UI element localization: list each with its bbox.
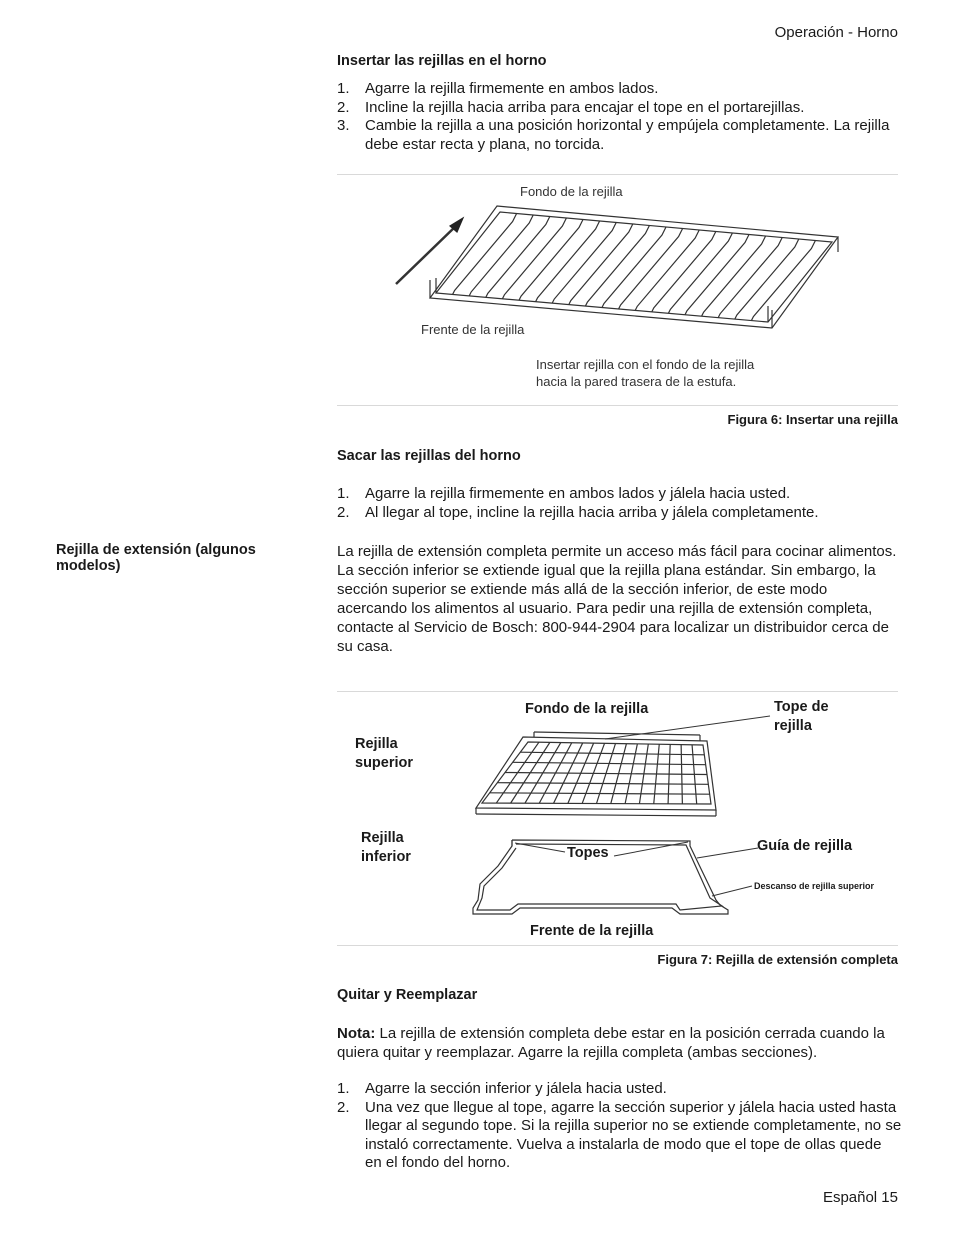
divider — [337, 691, 898, 692]
rack-wire — [625, 744, 637, 804]
divider — [337, 174, 898, 175]
rack-wire — [702, 236, 766, 316]
remove-steps — [337, 485, 902, 522]
rack-wire — [668, 233, 732, 313]
list-item: 2. Una vez que llegue al tope, agarre la sección superior y jálela hacia usted hasta llegar al segundo tope. Si la rejilla superior no se extiende completamente, no se instaló correctamente. Vuelva a instalarla de modo que el tope de ollas quede en el fondo del horno. — [337, 1098, 902, 1172]
insert-steps — [337, 80, 902, 154]
rack-wire — [652, 232, 716, 312]
extension-side-heading: Rejilla de extensión (algunos modelos) — [56, 542, 256, 574]
rack-wire — [585, 226, 649, 307]
page-number: Español 15 — [822, 1189, 898, 1206]
replace-steps — [337, 1080, 902, 1173]
rack-wire — [582, 743, 604, 803]
rack-wire — [597, 744, 616, 804]
rack-wire — [735, 239, 799, 319]
rack-wire — [520, 752, 704, 755]
divider — [337, 945, 898, 946]
rack-wire — [502, 218, 566, 299]
rack-wire — [469, 215, 533, 296]
rack-wire — [511, 742, 550, 803]
extension-paragraph: La rejilla de extensión completa permite un acceso más fácil para cocinar alimentos. La sección inferior se extiende igual que la rejilla plana estándar. Sin embargo, la sección superior se extiende más allá de la sección inferior, de este modo acercando los alimentos al usuario. Para pedir una rejilla de extensión completa, contacte al Servicio de Bosch: 800-944-2904 para localizar un distribuidor cerca de su casa. — [337, 543, 897, 655]
rack-wire — [681, 745, 682, 804]
rack-wire — [513, 762, 706, 764]
rack-wire — [668, 744, 670, 803]
figure-7-upper-rest-label: Descanso de rejilla superior — [754, 881, 875, 891]
divider — [337, 405, 898, 406]
rack-wire — [552, 223, 616, 304]
page-header: Operación - Horno — [774, 24, 898, 41]
figure-7-rack-stop-label: Tope de rejilla — [774, 699, 829, 734]
figure-7-stops-label: Topes — [567, 845, 609, 861]
rack-wire — [611, 744, 627, 804]
figure-7-front-label: Frente de la rejilla — [530, 923, 654, 939]
rack-wire — [539, 743, 572, 804]
insert-heading: Insertar las rejillas en el horno — [337, 53, 547, 69]
rack-wire — [486, 217, 550, 298]
list-item: 1. Agarre la rejilla firmemente en ambos lados. — [337, 80, 659, 97]
list-item: 1. Agarre la sección inferior y jálela hacia usted. — [337, 1080, 667, 1097]
figure-6-back-label: Fondo de la rejilla — [520, 184, 623, 199]
figure-7-lower-rack-label: Rejilla inferior — [361, 830, 411, 865]
figure-7-caption: Figura 7: Rejilla de extensión completa — [657, 952, 898, 967]
rack-wire — [751, 241, 815, 321]
list-item: 1. Agarre la rejilla firmemente en ambos lados y jálela hacia usted. — [337, 485, 791, 502]
figure-7-upper-rack-label: Rejilla superior — [355, 736, 414, 771]
figure-6-note: Insertar rejilla con el fondo de la rejilla hacia la pared trasera de la estufa. — [536, 357, 755, 389]
rack-wire — [568, 743, 594, 803]
rack-wire — [496, 742, 539, 803]
figure-7-back-label: Fondo de la rejilla — [525, 701, 649, 717]
figure-7-rack-guide-label: Guía de rejilla — [757, 838, 853, 854]
rack-wire — [525, 743, 561, 804]
rack-wire — [554, 743, 583, 803]
list-item: 3. Cambie la rejilla a una posición horizontal y empújela completamente. La rejilla debe estar recta y plana, no torcida. — [337, 117, 890, 153]
rack-wire — [490, 793, 710, 794]
rack-wire — [519, 220, 583, 301]
remove-heading: Sacar las rejillas del horno — [337, 448, 521, 464]
rack-wire — [692, 745, 697, 804]
rack-wire — [569, 224, 633, 305]
rack-wire — [635, 230, 699, 310]
rack-wire — [718, 238, 782, 318]
rack-wire — [619, 229, 683, 309]
replace-note: Nota: La rejilla de extensión completa debe estar en la posición cerrada cuando la quiera quitar y reemplazar. Agarre la rejilla completa (ambas secciones). — [337, 1025, 885, 1061]
rack-wire — [505, 773, 707, 775]
rack-wire — [685, 235, 749, 315]
list-item: 2. Al llegar al tope, incline la rejilla hacia arriba y jálela completamente. — [337, 503, 819, 521]
figure-6-caption: Figura 6: Insertar una rejilla — [727, 412, 898, 427]
rack-wire — [602, 227, 666, 308]
rack-wire — [497, 783, 708, 785]
list-item: 2. Incline la rejilla hacia arriba para encajar el tope en el portarejillas. — [337, 98, 805, 116]
figure-6-front-label: Frente de la rejilla — [421, 322, 525, 337]
rack-wire — [654, 744, 660, 804]
rack-wire — [453, 214, 517, 295]
rack-wire — [639, 744, 648, 804]
rack-wire — [536, 221, 600, 302]
replace-heading: Quitar y Reemplazar — [337, 987, 478, 1003]
